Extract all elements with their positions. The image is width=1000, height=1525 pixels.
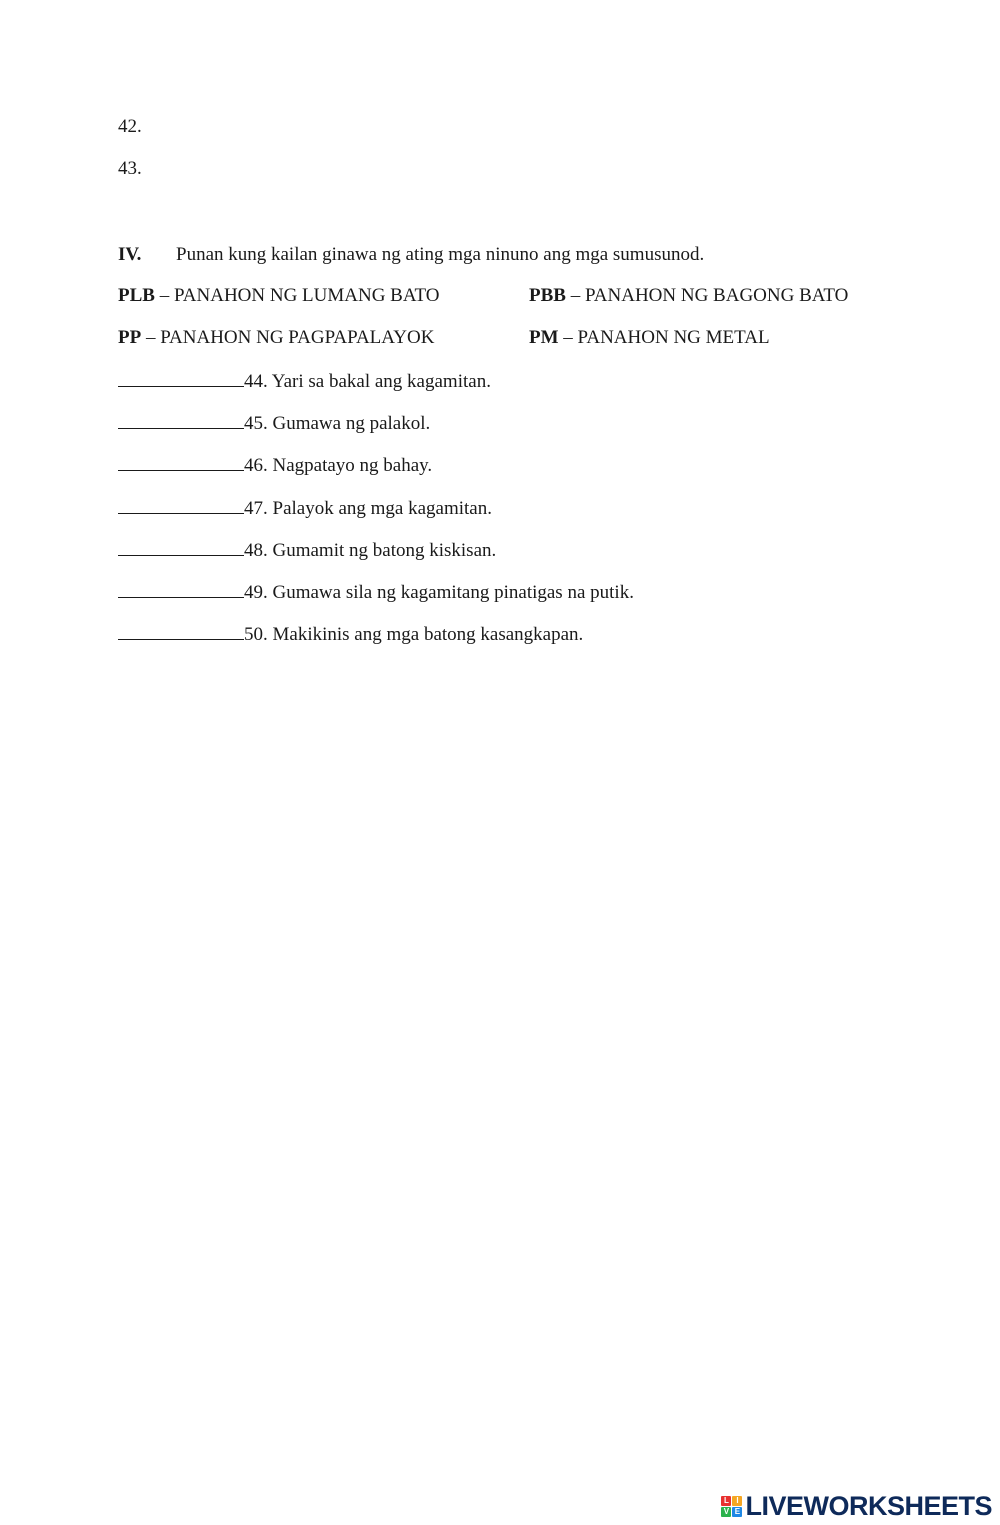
answer-blank[interactable] xyxy=(118,538,244,556)
logo-letter: L xyxy=(721,1496,731,1506)
logo-letter: V xyxy=(721,1507,731,1517)
numbered-line-42 xyxy=(118,115,142,139)
legend-text: – PANAHON NG LUMANG BATO xyxy=(154,285,440,306)
question-row-47 xyxy=(118,496,492,521)
answer-blank[interactable] xyxy=(118,580,244,598)
question-row-49 xyxy=(118,580,634,605)
answer-blank[interactable] xyxy=(118,496,244,514)
question-row-46 xyxy=(118,453,432,478)
answer-blank[interactable] xyxy=(118,411,244,429)
question-text: 45. Gumawa ng palakol. xyxy=(244,413,431,434)
question-text: 48. Gumamit ng batong kiskisan. xyxy=(244,540,497,561)
legend-pm xyxy=(529,326,770,350)
logo-wordmark: LIVEWORKSHEETS xyxy=(745,1490,992,1521)
question-text: 47. Palayok ang mga kagamitan. xyxy=(244,498,492,519)
answer-blank[interactable] xyxy=(118,453,244,471)
item-number: 43. xyxy=(118,158,142,179)
section-instruction: Punan kung kailan ginawa ng ating mga ninuno ang mga sumusunod. xyxy=(176,244,705,265)
numbered-line-43 xyxy=(118,157,142,181)
question-row-45 xyxy=(118,411,430,436)
liveworksheets-logo-icon xyxy=(721,1496,742,1517)
liveworksheets-logo xyxy=(721,1491,992,1521)
legend-code: PP xyxy=(118,327,142,348)
question-text: 46. Nagpatayo ng bahay. xyxy=(244,455,433,476)
legend-text: – PANAHON NG PAGPAPALAYOK xyxy=(141,327,435,348)
question-text: 44. Yari sa bakal ang kagamitan. xyxy=(244,371,491,392)
legend-code: PBB xyxy=(529,285,566,306)
legend-code: PLB xyxy=(118,285,155,306)
item-number: 42. xyxy=(118,116,142,137)
logo-letter: I xyxy=(732,1496,742,1506)
legend-code: PM xyxy=(529,327,559,348)
answer-blank[interactable] xyxy=(118,622,244,640)
legend-text: – PANAHON NG METAL xyxy=(558,327,770,348)
logo-letter: E xyxy=(732,1507,742,1517)
section-heading xyxy=(118,243,704,267)
legend-pp xyxy=(118,326,434,350)
question-text: 50. Makikinis ang mga batong kasangkapan. xyxy=(244,624,584,645)
question-row-50 xyxy=(118,622,583,647)
question-row-44 xyxy=(118,369,491,394)
legend-pbb xyxy=(529,284,848,308)
question-text: 49. Gumawa sila ng kagamitang pinatigas na putik. xyxy=(244,582,634,603)
legend-plb xyxy=(118,284,439,308)
answer-blank[interactable] xyxy=(118,369,244,387)
legend-text: – PANAHON NG BAGONG BATO xyxy=(565,285,849,306)
question-row-48 xyxy=(118,538,496,563)
section-number: IV. xyxy=(118,244,142,265)
